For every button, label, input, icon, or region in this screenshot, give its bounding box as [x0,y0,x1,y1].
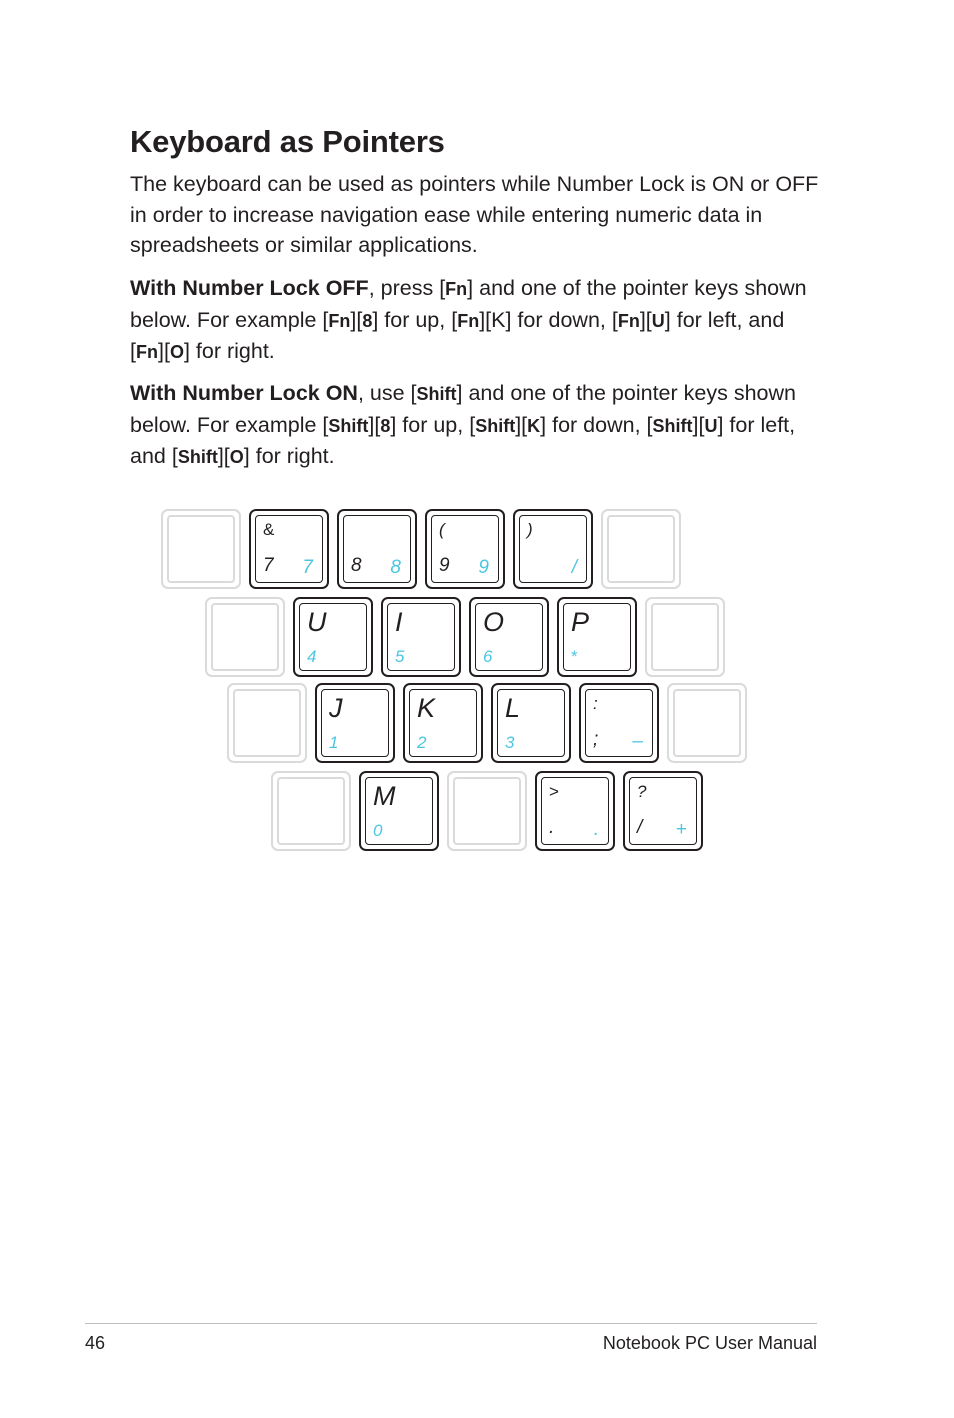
key-9-shift-label: ( [439,520,445,539]
key-m [359,771,439,851]
text-run: ][ [217,444,230,468]
key-j-num-label: 1 [329,733,339,752]
text-run: ] for left, and [ [130,412,796,468]
numlock-off-lead: With Number Lock OFF [130,276,369,300]
text-run: ] for left, and [ [130,307,785,363]
key-semicolon-shift-label: : [593,694,598,713]
text-run: ][ [368,412,381,437]
text-run: ] for right. [183,339,275,363]
key-o [469,597,549,677]
key-slash-main-label: / [637,817,643,838]
key-ref-shift: Shift [652,415,693,436]
text-run: ][K] for down, [ [479,307,618,332]
key-ref-o: O [169,342,184,362]
key-ref-fn: Fn [328,310,351,331]
key-ref-o: O [229,447,244,467]
page-heading: Keyboard as Pointers [130,124,445,159]
text-run: ][ [350,307,363,332]
page-number: 46 [85,1333,106,1353]
key-7-num-label: 7 [302,557,313,578]
key-m-num-label: 0 [373,821,383,840]
intro-paragraph: The keyboard can be used as pointers while Number Lock is ON or OFF in order to increase navigation ease while entering numeric data in spreadsheets or similar applications. [130,172,819,257]
text-run: ][ [157,339,170,363]
text-run: ] for right. [243,444,335,468]
key-ref-shift: Shift [177,447,218,467]
footer-divider [85,1323,817,1324]
key-semicolon-main-label: ; [593,729,599,750]
key-7-main-label: 7 [263,555,274,576]
key-o-main-label: O [483,607,505,637]
key-j-main-label: J [329,693,343,723]
text-run: ] for up, [ [372,307,458,332]
key-0-num-label: / [571,557,577,578]
key-i-main-label: I [395,607,403,637]
key-i [381,597,461,677]
key-p [557,597,637,677]
key-k-num-label: 2 [417,733,427,752]
text-run: ][ [639,307,652,332]
key-k [403,683,483,763]
key-blank [645,597,725,677]
key-8-num-label: 8 [390,557,401,578]
key-l-num-label: 3 [505,733,515,752]
key-ref-fn: Fn [135,342,158,362]
key-ref-fn: Fn [617,310,640,331]
key-u-main-label: U [307,607,327,637]
key-m-main-label: M [373,781,396,811]
text-run: ] for down, [ [540,412,653,437]
key-7-shift-label: & [263,520,275,539]
key-period-main-label: . [549,817,555,838]
key-9-main-label: 9 [439,555,450,576]
key-ref-fn: Fn [457,310,480,331]
key-j [315,683,395,763]
key-blank [227,683,307,763]
key-0 [513,509,593,589]
text-run: , press [ [368,276,446,300]
key-u-num-label: 4 [307,647,317,666]
numlock-on-lead: With Number Lock ON [130,381,358,405]
key-k-main-label: K [417,693,436,723]
key-ref-shift: Shift [328,415,369,436]
key-semicolon [579,683,659,763]
key-period-shift-label: > [549,782,559,801]
text-run: ][ [515,412,528,437]
key-l [491,683,571,763]
key-o-num-label: 6 [483,647,493,666]
key-slash [623,771,703,851]
key-9-num-label: 9 [478,557,489,578]
key-8-main-label: 8 [351,555,362,576]
key-ref-k: K [527,415,541,436]
key-l-main-label: L [505,693,521,723]
key-ref-8: 8 [362,310,373,331]
key-7 [249,509,329,589]
text-run: ] for up, [ [390,412,476,437]
key-blank [271,771,351,851]
text-run: ] and one of the pointer keys shown below. For example [ [130,276,807,332]
key-blank [447,771,527,851]
key-blank [205,597,285,677]
key-u [293,597,373,677]
key-blank [161,509,241,589]
key-ref-shift: Shift [416,384,457,404]
key-ref-u: U [704,415,718,436]
key-p-num-label: * [571,647,578,666]
key-8 [337,509,417,589]
key-p-main-label: P [571,607,590,637]
key-semicolon-num-label: – [632,731,643,752]
key-ref-u: U [651,310,665,331]
key-blank [601,509,681,589]
key-slash-shift-label: ? [637,782,647,801]
text-run: ] and one of the pointer keys shown below. For example [ [130,381,796,437]
key-ref-shift: Shift [475,415,516,436]
key-period [535,771,615,851]
key-slash-num-label: + [675,819,687,840]
key-ref-8: 8 [380,415,391,436]
key-i-num-label: 5 [395,647,405,666]
key-blank [667,683,747,763]
text-run: ][ [692,412,705,437]
key-ref-fn: Fn [445,279,468,299]
manual-title: Notebook PC User Manual [602,1333,817,1353]
key-0-shift-label: ) [527,520,533,539]
key-period-num-label: . [593,819,599,840]
text-run: , use [ [357,381,417,405]
key-9 [425,509,505,589]
